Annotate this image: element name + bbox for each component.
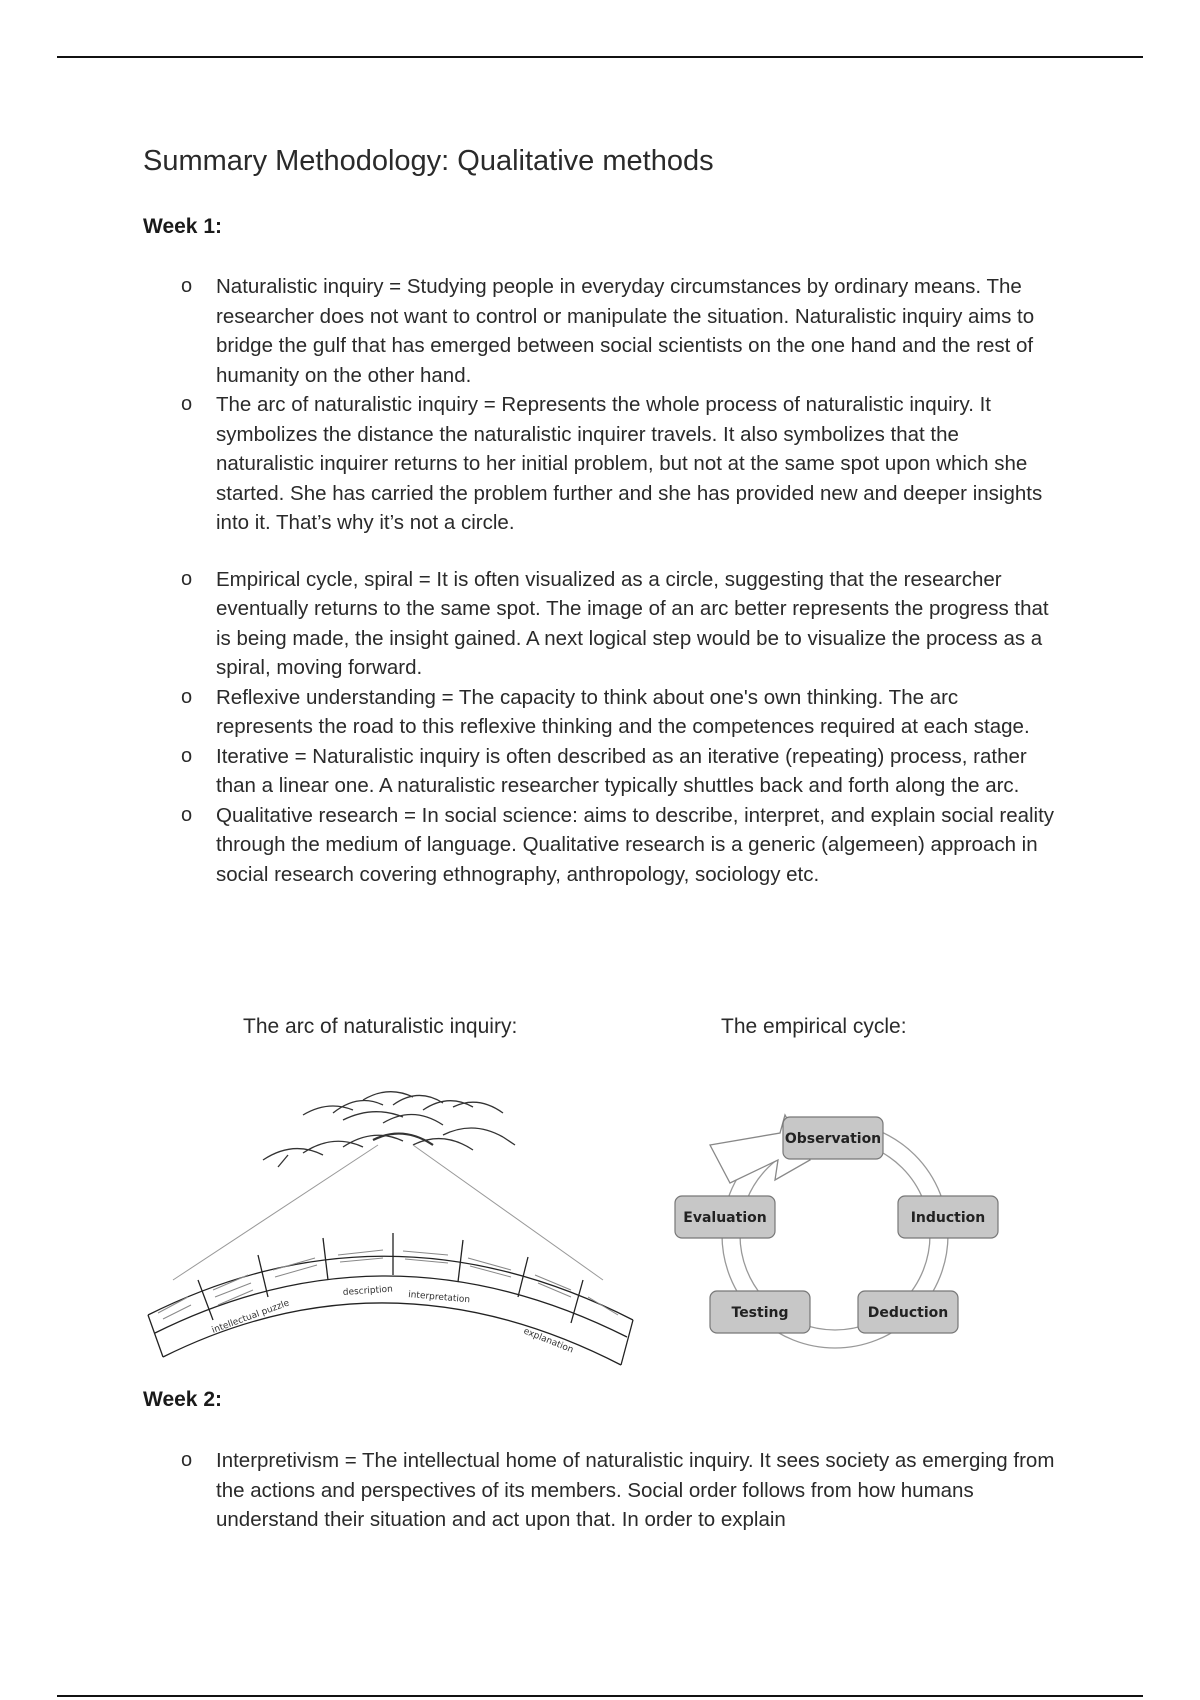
bullet-marker: o xyxy=(181,393,193,415)
arc-figure-caption: The arc of naturalistic inquiry: xyxy=(243,1015,518,1038)
cycle-step-evaluation xyxy=(675,1196,775,1238)
arc-label-explanation: explanation xyxy=(521,1326,575,1356)
bullet-marker: o xyxy=(181,1449,193,1471)
bullet-marker: o xyxy=(181,275,193,297)
page-title: Summary Methodology: Qualitative methods xyxy=(143,145,714,177)
svg-text:Deduction: Deduction xyxy=(867,1305,949,1321)
list-item: o Qualitative research = In social science: aims to describe, interpret, and explain social reality through the medium of language. Qualitative research is a generic (algemeen) approach in social research covering ethnography, anthropology, sociology etc. xyxy=(216,801,1056,890)
week-1-heading: Week 1: xyxy=(143,215,222,238)
bullet-marker: o xyxy=(181,744,193,767)
arc-label-puzzle: intellectual puzzle xyxy=(210,1298,291,1336)
empirical-cycle-figure xyxy=(670,1105,1020,1385)
arc-label-description: description xyxy=(342,1284,394,1298)
bullet-marker: o xyxy=(181,567,193,590)
arc-label-interpretation: interpretation xyxy=(407,1290,471,1306)
week-2-heading: Week 2: xyxy=(143,1388,222,1411)
svg-text:Induction: Induction xyxy=(910,1210,986,1226)
bullet-marker: o xyxy=(181,803,193,826)
svg-text:Testing: Testing xyxy=(731,1305,789,1321)
arc-of-inquiry-figure xyxy=(143,1075,643,1385)
cycle-figure-caption: The empirical cycle: xyxy=(721,1015,907,1038)
list-item: o Naturalistic inquiry = Studying people in everyday circumstances by ordinary means. The researcher does not want to control or manipulate the situation. Naturalistic inquiry aims to bridge the gulf that has emerged between social scientists on the one hand and the rest of humanity on the other hand. xyxy=(216,272,1056,390)
list-item: o Interpretivism = The intellectual home of naturalistic inquiry. It sees society as emerging from the actions and perspectives of its members. Social order follows from how humans understand their situation and act upon that. In order to explain xyxy=(216,1446,1056,1535)
funnel-line-left xyxy=(173,1145,378,1280)
svg-text:Observation: Observation xyxy=(784,1131,882,1147)
cycle-step-induction xyxy=(898,1196,998,1238)
week-2-list xyxy=(0,1446,1200,1535)
list-item: o The arc of naturalistic inquiry = Represents the whole process of naturalistic inquiry. It symbolizes the distance the naturalistic inquirer travels. It also symbolizes that the naturalistic inquirer returns to her initial problem, but not at the same spot upon which she started. She has carried the problem further and she has provided new and deeper insights into it. That’s why it’s not a circle. xyxy=(216,390,1056,538)
list-item: o Iterative = Naturalistic inquiry is often described as an iterative (repeating) process, rather than a linear one. A naturalistic researcher typically shuttles back and forth along the arc. xyxy=(216,742,1056,801)
svg-text:Evaluation: Evaluation xyxy=(683,1210,767,1226)
cycle-step-testing xyxy=(710,1291,810,1333)
cycle-step-observation xyxy=(783,1117,883,1159)
bottom-rule xyxy=(57,1695,1143,1697)
top-rule xyxy=(57,56,1143,58)
week-1-list xyxy=(0,272,1200,889)
cycle-step-deduction xyxy=(858,1291,958,1333)
arc-sketches xyxy=(263,1092,515,1167)
bullet-marker: o xyxy=(181,685,193,708)
list-item: o Reflexive understanding = The capacity to think about one's own thinking. The arc represents the road to this reflexive thinking and the competences required at each stage. xyxy=(216,683,1056,742)
list-item: o Empirical cycle, spiral = It is often visualized as a circle, suggesting that the researcher eventually returns to the same spot. The image of an arc better represents the progress that is being made, the insight gained. A next logical step would be to visualize the process as a spiral, moving forward. xyxy=(216,565,1056,683)
